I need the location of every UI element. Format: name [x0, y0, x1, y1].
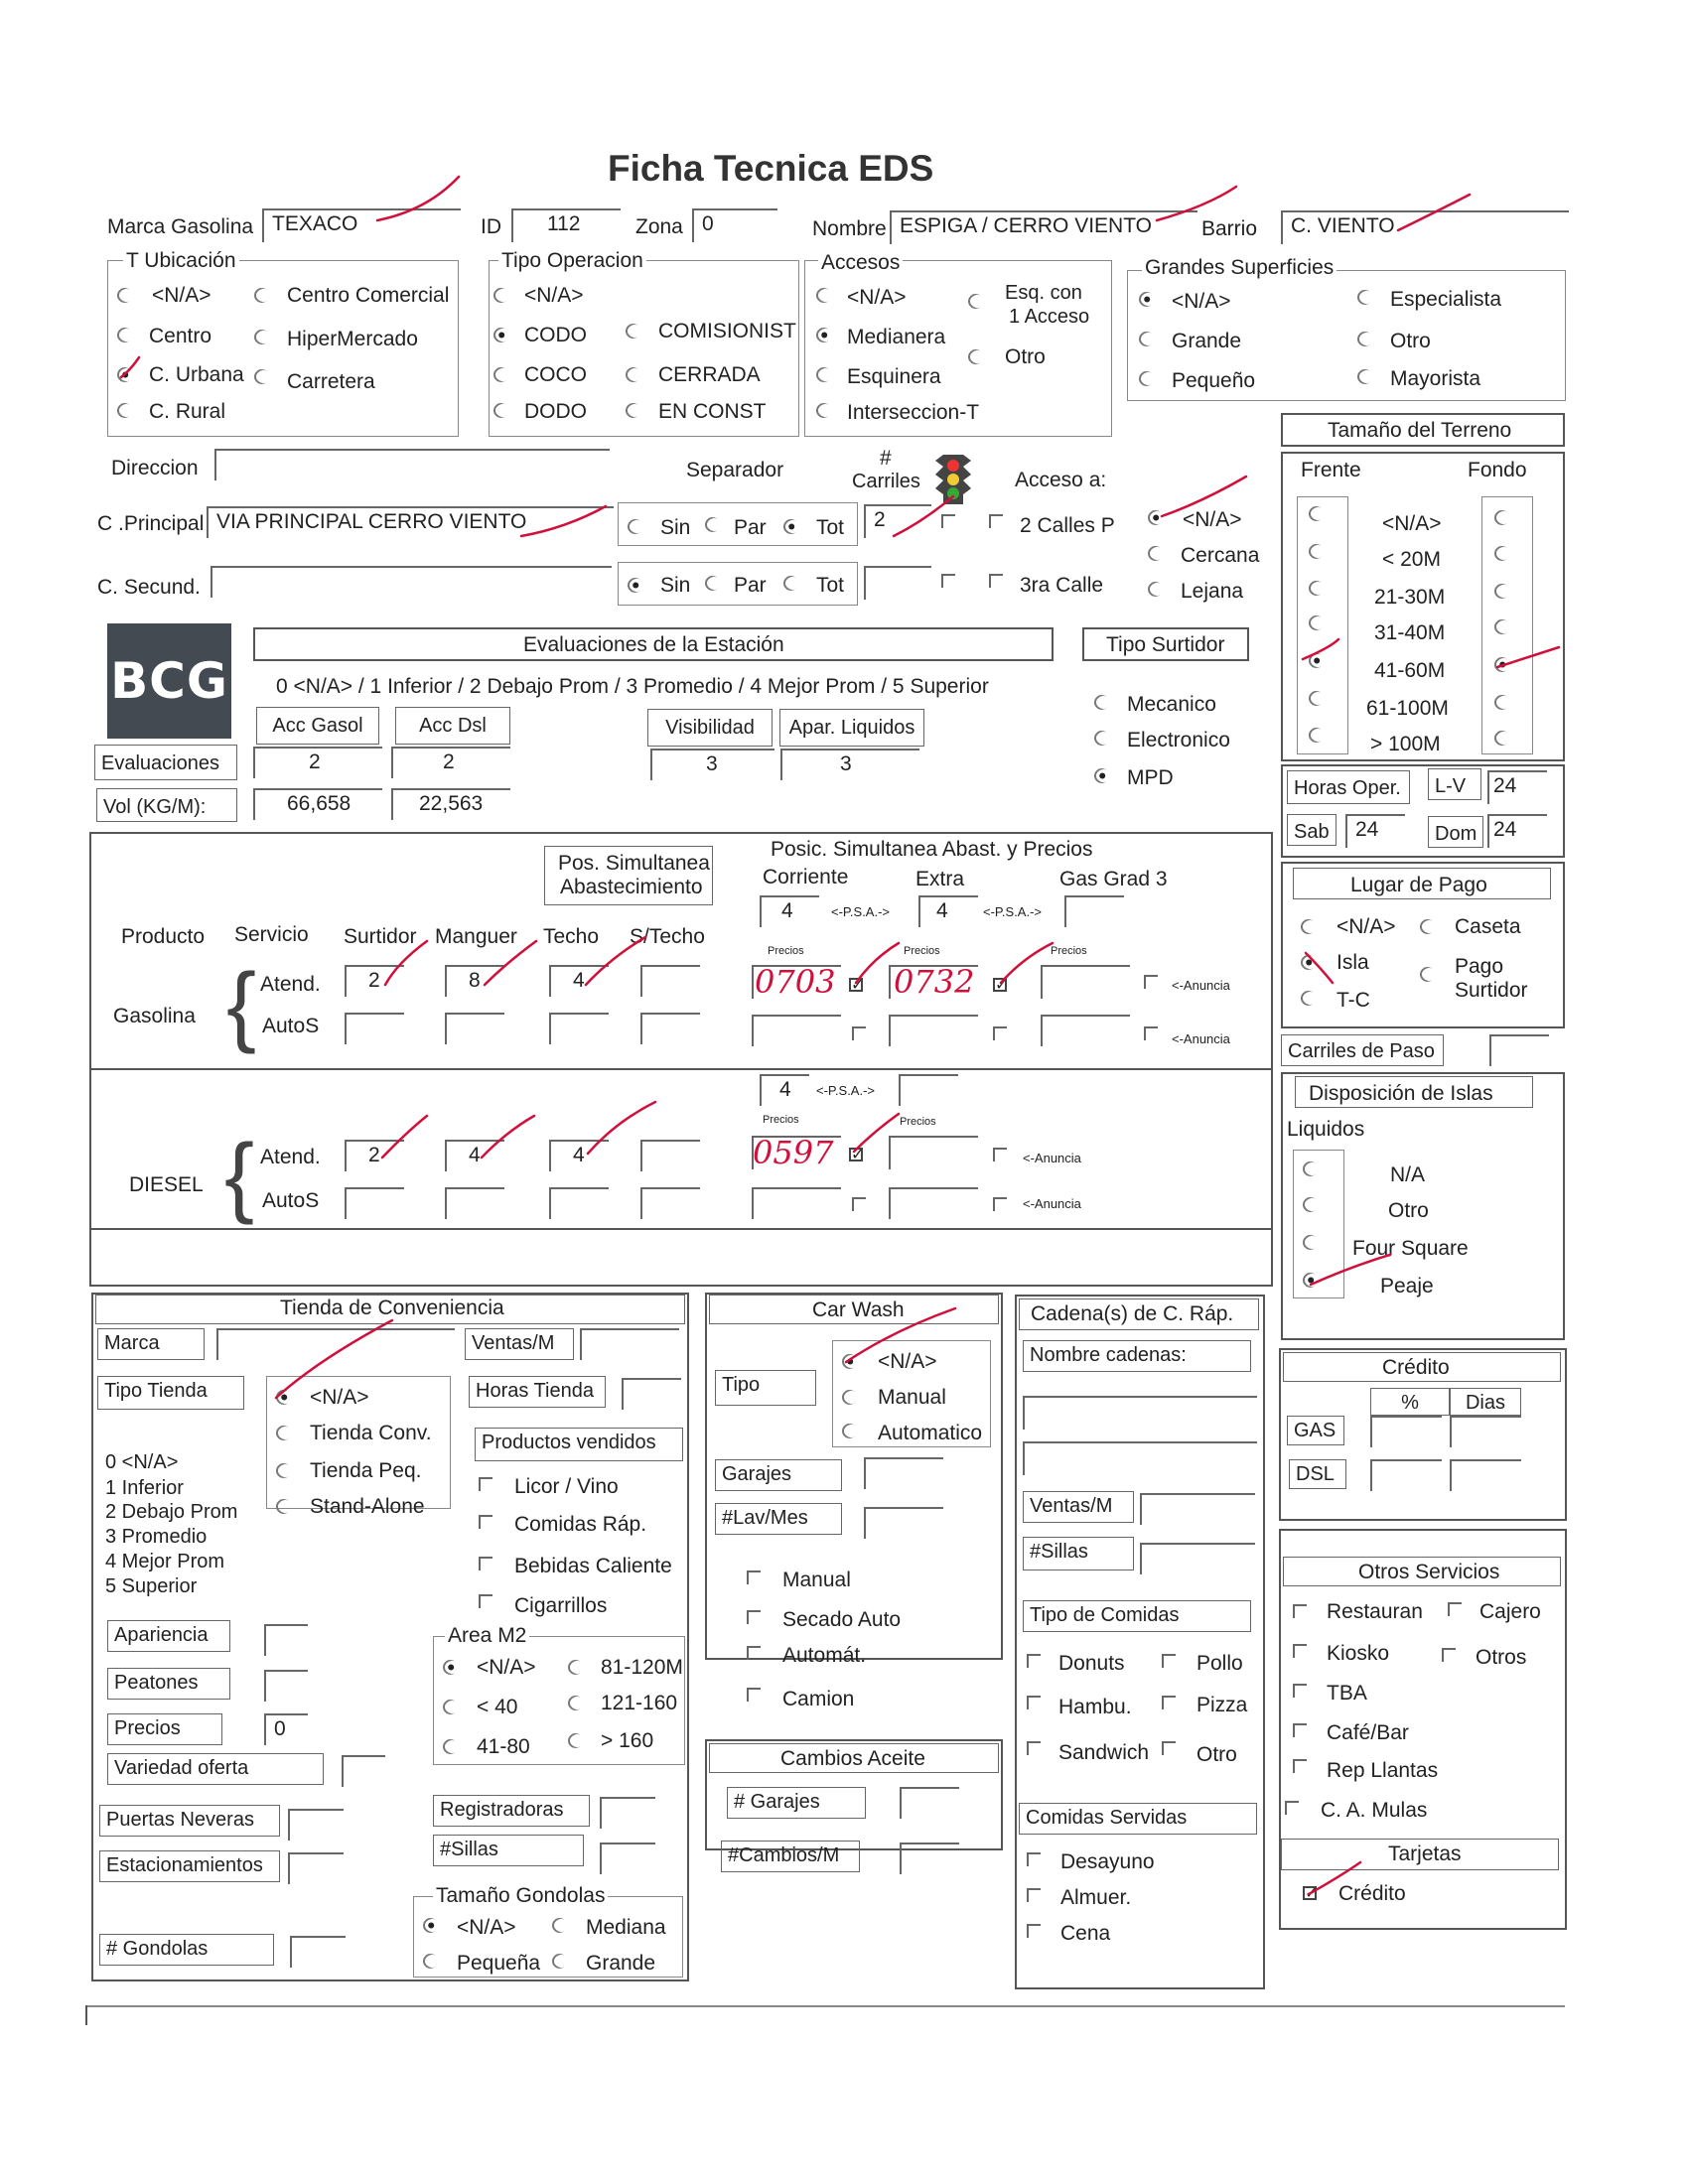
surtidor-mpd-label: MPD — [1127, 766, 1174, 789]
area-121-160-label: 121-160 — [601, 1692, 678, 1714]
puertas-label: Puertas Neveras — [99, 1805, 280, 1837]
nombre-field[interactable]: ESPIGA / CERRO VIENTO — [890, 210, 1197, 244]
tienda-peq-label: Tienda Peq. — [310, 1459, 422, 1482]
apar-eval-field[interactable]: 3 — [780, 749, 919, 780]
cena-label: Cena — [1060, 1922, 1111, 1945]
carwash-automatico-label: Automatico — [878, 1422, 983, 1444]
marca-label: Marca Gasolina — [107, 215, 254, 238]
cadena-sillas-label: #Sillas — [1023, 1537, 1134, 1570]
frente-label: Frente — [1301, 459, 1361, 481]
oper-dodo-label: DODO — [524, 400, 587, 423]
barrio-field[interactable]: C. VIENTO — [1281, 210, 1569, 244]
gs-grande-label: Grande — [1172, 330, 1242, 352]
prod-comidas-label: Comidas Ráp. — [514, 1513, 647, 1536]
diesel-atend-manguer-field[interactable]: 4 — [445, 1140, 504, 1171]
peatones-label: Peatones — [107, 1668, 230, 1700]
precios-label: Precios — [107, 1713, 222, 1745]
corriente-label: Corriente — [763, 866, 849, 888]
gas-anuncia-label-1: <-Anuncia — [1172, 978, 1230, 993]
diesel-atend-surtidor-field[interactable]: 2 — [345, 1140, 404, 1171]
producto-header: Producto — [121, 925, 206, 948]
carriles-label: Carriles — [852, 471, 920, 492]
gas-corriente-psa-field[interactable]: 4 — [760, 895, 819, 927]
ca-mulas-label: C. A. Mulas — [1321, 1799, 1428, 1822]
cw-automat-label: Automát. — [782, 1644, 867, 1667]
acc-interseccion-label: Interseccion-T — [847, 401, 980, 424]
desayuno-label: Desayuno — [1060, 1850, 1155, 1873]
ubic-centro-label: Centro — [149, 325, 212, 347]
tamano-terreno-title: Tamaño del Terreno — [1328, 419, 1512, 442]
gs-na-label: <N/A> — [1172, 290, 1231, 313]
diesel-precios-label-2: Precios — [900, 1116, 936, 1128]
nombre-label: Nombre — [812, 217, 887, 240]
gs-especialista-label: Especialista — [1390, 288, 1502, 311]
credito-title: Crédito — [1382, 1356, 1450, 1379]
gas-grad3-label: Gas Grad 3 — [1059, 868, 1168, 890]
gondola-pequena-label: Pequeña — [457, 1952, 541, 1975]
acc-esq-label: Esq. con — [1005, 282, 1082, 304]
carwash-manual-label: Manual — [878, 1386, 946, 1409]
cadena-title: Cadena(s) de C. Ráp. — [1031, 1302, 1234, 1325]
apariencia-label: Apariencia — [107, 1620, 230, 1652]
carwash-tipo-label: Tipo — [715, 1370, 816, 1406]
extra-label: Extra — [915, 868, 965, 890]
ubic-c-urbana-label: C. Urbana — [149, 363, 244, 386]
gas-precios-label-2: Precios — [904, 945, 940, 957]
separador-label: Separador — [686, 459, 784, 481]
credito-gas-label: GAS — [1287, 1416, 1344, 1445]
acc-esquinera-label: Esquinera — [847, 365, 941, 388]
tienda-ventas-label: Ventas/M — [465, 1328, 574, 1360]
surtidor-header: Surtidor — [344, 925, 417, 948]
accesos-title: Accesos — [818, 251, 903, 274]
s-techo-header: S/Techo — [630, 925, 705, 948]
abastecimiento-label: Abastecimiento — [560, 876, 703, 898]
gas-autos-label: AutoS — [262, 1015, 320, 1037]
id-label: ID — [481, 215, 501, 238]
diesel-atend-techo-field[interactable]: 4 — [549, 1140, 609, 1171]
gs-mayorista-label: Mayorista — [1390, 367, 1481, 390]
restauran-label: Restauran — [1327, 1600, 1423, 1623]
visibilidad-eval-field[interactable]: 3 — [650, 749, 774, 780]
terreno-na-label: <N/A> — [1382, 512, 1442, 535]
gondola-na-label: <N/A> — [457, 1916, 516, 1939]
surtidor-mecanico-label: Mecanico — [1127, 693, 1216, 716]
marca-field[interactable]: TEXACO — [262, 208, 461, 242]
donuts-label: Donuts — [1058, 1652, 1125, 1675]
cajero-label: Cajero — [1479, 1600, 1541, 1623]
disp-na-label: N/A — [1390, 1163, 1426, 1186]
cafe-bar-label: Café/Bar — [1327, 1721, 1409, 1744]
posic-title: Posic. Simultanea Abast. y Precios — [771, 838, 1093, 861]
gas-atend-surtidor-field[interactable]: 2 — [345, 965, 404, 997]
tipo-surtidor-title: Tipo Surtidor — [1106, 633, 1225, 656]
disposicion-subtitle: Liquidos — [1287, 1118, 1365, 1141]
tienda-marca-label: Marca — [97, 1328, 205, 1360]
terreno-20-label: < 20M — [1382, 548, 1441, 571]
tienda-title: Tienda de Conveniencia — [280, 1297, 504, 1319]
zona-field[interactable]: 0 — [692, 208, 777, 242]
disposicion-title: Disposición de Islas — [1309, 1082, 1493, 1105]
oper-comisionist-label: COMISIONIST — [658, 320, 796, 342]
carwash-garajes-label: Garajes — [715, 1459, 842, 1491]
diesel-precio-value: 0597 — [753, 1134, 834, 1171]
oper-en-const-label: EN CONST — [658, 400, 767, 423]
prod-licor-label: Licor / Vino — [514, 1475, 619, 1498]
gs-pequeno-label: Pequeño — [1172, 369, 1256, 392]
ubic-na-label: <N/A> — [152, 284, 211, 307]
ubic-c-rural-label: C. Rural — [149, 400, 226, 423]
calles-p-label: 2 Calles P — [1020, 514, 1115, 537]
cambios-mes-label: #Cambios/M — [721, 1841, 860, 1872]
scale-3: 3 Promedio — [105, 1526, 208, 1548]
gasolina-label: Gasolina — [113, 1005, 196, 1027]
fondo-label: Fondo — [1468, 459, 1527, 481]
gas-extra-psa-field[interactable]: 4 — [918, 895, 978, 927]
apar-liquidos-label: Apar. Liquidos — [779, 709, 924, 747]
gas-extra-anuncia-check[interactable]: ✓ — [995, 977, 1009, 994]
area-41-80-label: 41-80 — [477, 1735, 530, 1758]
pos-simultanea-label: Pos. Simultanea — [558, 852, 710, 875]
prod-bebidas-label: Bebidas Caliente — [514, 1555, 672, 1577]
visibilidad-label: Visibilidad — [647, 709, 773, 747]
registradoras-label: Registradoras — [433, 1795, 590, 1827]
sep-p-tot-label: Tot — [816, 516, 845, 539]
otros-servicios-title: Otros Servicios — [1358, 1561, 1500, 1583]
tienda-sillas-label: #Sillas — [433, 1835, 584, 1866]
productos-vendidos-label: Productos vendidos — [475, 1428, 683, 1461]
terreno-31-40-label: 31-40M — [1374, 621, 1446, 644]
carriles-paso-label: Carriles de Paso — [1281, 1034, 1444, 1066]
diesel-anuncia-label-1: <-Anuncia — [1023, 1151, 1081, 1165]
surtidor-electronico-label: Electronico — [1127, 729, 1230, 751]
sep-p-sin-label: Sin — [660, 516, 691, 539]
scale-0: 0 <N/A> — [105, 1451, 179, 1473]
diesel-label: DIESEL — [129, 1173, 204, 1196]
diesel-anuncia-label-2: <-Anuncia — [1023, 1196, 1081, 1211]
evaluaciones-row-label: Evaluaciones — [94, 745, 237, 780]
cw-manual-label: Manual — [782, 1569, 851, 1591]
area-81-120-label: 81-120M — [601, 1656, 683, 1679]
evaluaciones-title: Evaluaciones de la Estación — [523, 633, 784, 656]
horas-dom-label: Dom — [1428, 816, 1483, 848]
acc-otro-label: Otro — [1005, 345, 1046, 368]
acc-medianera-label: Medianera — [847, 326, 946, 348]
tarjeta-credito-label: Crédito — [1338, 1882, 1406, 1905]
tipo-tienda-label: Tipo Tienda — [97, 1376, 244, 1410]
horas-sab-field[interactable]: 24 — [1345, 814, 1405, 848]
t-ubicacion-title: T Ubicación — [123, 249, 239, 272]
num-gondolas-label: # Gondolas — [99, 1934, 274, 1966]
terreno-21-30-label: 21-30M — [1374, 586, 1446, 609]
area-title: Area M2 — [445, 1624, 529, 1647]
kiosko-label: Kiosko — [1327, 1642, 1390, 1665]
acc-dsl-eval-field[interactable]: 2 — [391, 747, 510, 778]
lugar-pago-title: Lugar de Pago — [1350, 874, 1487, 896]
tarjeta-credito-check[interactable]: ✓ — [1305, 1885, 1319, 1902]
sep-p-par-label: Par — [734, 516, 767, 539]
gas-corriente-anuncia-check[interactable]: ✓ — [851, 977, 865, 994]
gas-atend-techo-field[interactable]: 4 — [549, 965, 609, 997]
direccion-label: Direccion — [111, 457, 199, 479]
disp-peaje-label: Peaje — [1380, 1275, 1434, 1297]
c-principal-label: C .Principal — [97, 512, 205, 535]
gasolina-brace: { — [226, 956, 257, 1055]
horas-lv-label: L-V — [1428, 768, 1481, 800]
c-principal-field[interactable]: VIA PRINCIPAL CERRO VIENTO — [207, 506, 614, 538]
sep-s-sin-label: Sin — [660, 574, 691, 597]
horas-tienda-label: Horas Tienda — [469, 1376, 606, 1408]
cadena-ventas-label: Ventas/M — [1023, 1491, 1134, 1523]
acceso-lejana-label: Lejana — [1181, 580, 1244, 603]
credito-dias-label: Dias — [1450, 1388, 1521, 1416]
diesel-autos-label: AutoS — [262, 1189, 320, 1212]
vol-row-label: Vol (KG/M): — [96, 788, 237, 822]
gondola-grande-label: Grande — [586, 1952, 656, 1975]
prod-cigarrillos-label: Cigarrillos — [514, 1594, 608, 1617]
cw-secado-label: Secado Auto — [782, 1608, 902, 1631]
pago-surtidor-label-1: Pago — [1455, 955, 1504, 978]
diesel-psa-field[interactable]: 4 — [760, 1074, 809, 1106]
diesel-anuncia-check[interactable]: ✓ — [851, 1147, 865, 1163]
id-field[interactable]: 112 — [511, 208, 621, 242]
cambios-aceite-title: Cambios Aceite — [780, 1747, 925, 1770]
cw-camion-label: Camion — [782, 1688, 855, 1710]
tba-label: TBA — [1327, 1682, 1367, 1705]
scale-5: 5 Superior — [105, 1575, 198, 1597]
tipo-operacion-title: Tipo Operacion — [498, 249, 646, 272]
rep-llantas-label: Rep Llantas — [1327, 1759, 1439, 1782]
page-title: Ficha Tecnica EDS — [608, 148, 934, 189]
gs-otro-label: Otro — [1390, 330, 1431, 352]
gas-precio-corriente-value: 0703 — [755, 963, 836, 1001]
nombre-cadenas-label: Nombre cadenas: — [1023, 1340, 1251, 1372]
gas-precios-label-3: Precios — [1051, 945, 1087, 957]
tienda-stand-label: Stand-Alone — [310, 1495, 425, 1518]
aceite-garajes-label: # Garajes — [727, 1787, 866, 1819]
tarjetas-title: Tarjetas — [1388, 1843, 1462, 1865]
carwash-title: Car Wash — [812, 1298, 905, 1321]
pago-surtidor-label-2: Surtidor — [1455, 979, 1528, 1002]
gondola-mediana-label: Mediana — [586, 1916, 666, 1939]
comidas-servidas-label: Comidas Servidas — [1019, 1803, 1257, 1835]
credito-pct-label: % — [1370, 1388, 1450, 1416]
diesel-psa-arrow: <-P.S.A.-> — [816, 1083, 876, 1098]
psa-arrow-2: <-P.S.A.-> — [983, 904, 1043, 919]
ubic-centro-comercial-label: Centro Comercial — [287, 284, 450, 307]
terreno-100-label: > 100M — [1370, 733, 1441, 755]
scale-2: 2 Debajo Prom — [105, 1501, 238, 1523]
carriles-principal-field[interactable]: 2 — [864, 504, 931, 538]
terreno-61-100-label: 61-100M — [1366, 697, 1449, 720]
carriles-hash: # — [880, 447, 892, 470]
area-na-label: <N/A> — [477, 1656, 536, 1679]
acc-gasol-label: Acc Gasol — [256, 707, 379, 745]
sandwich-label: Sandwich — [1058, 1741, 1150, 1764]
ubic-carretera-label: Carretera — [287, 370, 375, 393]
acceso-cercana-label: Cercana — [1181, 544, 1260, 567]
hambu-label: Hambu. — [1058, 1696, 1132, 1718]
acceso-a-label: Acceso a: — [1015, 469, 1107, 491]
acc-1acceso-label: 1 Acceso — [1009, 306, 1090, 328]
horas-oper-label: Horas Oper. — [1287, 770, 1410, 804]
diesel-atend-label: Atend. — [260, 1146, 321, 1168]
diesel-precios-label-1: Precios — [763, 1114, 799, 1126]
pizza-label: Pizza — [1196, 1694, 1248, 1716]
grandes-superficies-title: Grandes Superficies — [1142, 256, 1336, 279]
zona-label: Zona — [635, 215, 683, 238]
acc-gasol-eval-field[interactable]: 2 — [253, 747, 382, 778]
scale-4: 4 Mejor Prom — [105, 1551, 225, 1572]
otro-comida-label: Otro — [1196, 1743, 1237, 1766]
oper-cerrada-label: CERRADA — [658, 363, 761, 386]
pollo-label: Pollo — [1196, 1652, 1243, 1675]
terreno-41-60-label: 41-60M — [1374, 659, 1446, 682]
sep-s-tot-label: Tot — [816, 574, 845, 597]
gas-precio-extra-value: 0732 — [894, 963, 975, 1001]
disp-four-square-label: Four Square — [1352, 1237, 1469, 1260]
servicio-header: Servicio — [234, 923, 309, 946]
almuer-label: Almuer. — [1060, 1886, 1132, 1909]
barrio-label: Barrio — [1201, 217, 1258, 240]
acceso-na-label: <N/A> — [1183, 508, 1242, 531]
diesel-brace: { — [224, 1127, 255, 1226]
precios-field[interactable]: 0 — [264, 1713, 308, 1745]
tienda-conv-label: Tienda Conv. — [310, 1422, 432, 1444]
pago-tc-label: T-C — [1336, 989, 1370, 1012]
evaluaciones-scale: 0 <N/A> / 1 Inferior / 2 Debajo Prom / 3 Promedio / 4 Mejor Prom / 5 Superior — [276, 675, 989, 698]
vol-gasol-field[interactable]: 66,658 — [253, 788, 382, 820]
area-40-label: < 40 — [477, 1696, 518, 1718]
lav-mes-label: #Lav/Mes — [715, 1503, 842, 1535]
tienda-na-label: <N/A> — [310, 1386, 369, 1409]
pago-isla-label: Isla — [1336, 951, 1369, 974]
acc-dsl-label: Acc Dsl — [395, 707, 510, 745]
ubic-hipermercado-label: HiperMercado — [287, 328, 418, 350]
oper-na-label: <N/A> — [524, 284, 584, 307]
techo-header: Techo — [543, 925, 600, 948]
gas-atend-manguer-field[interactable]: 8 — [445, 965, 504, 997]
psa-arrow-1: <-P.S.A.-> — [831, 904, 891, 919]
horas-sab-label: Sab — [1287, 814, 1336, 846]
sep-s-par-label: Par — [734, 574, 767, 597]
tamano-gondolas-title: Tamaño Gondolas — [433, 1884, 608, 1907]
oper-coco-label: COCO — [524, 363, 587, 386]
gas-atend-label: Atend. — [260, 973, 321, 996]
pago-caseta-label: Caseta — [1455, 915, 1521, 938]
gas-precios-label-1: Precios — [768, 945, 804, 957]
horas-dom-field[interactable]: 24 — [1487, 814, 1547, 848]
horas-lv-field[interactable]: 24 — [1487, 770, 1547, 804]
acc-na-label: <N/A> — [847, 286, 907, 309]
variedad-label: Variedad oferta — [107, 1753, 324, 1785]
vol-dsl-field[interactable]: 22,563 — [391, 788, 510, 820]
area-160-label: > 160 — [601, 1729, 654, 1752]
otros-serv-label: Otros — [1476, 1646, 1527, 1669]
oper-codo-label: CODO — [524, 324, 587, 346]
estacionamientos-label: Estacionamientos — [99, 1850, 280, 1882]
tipo-comidas-label: Tipo de Comidas — [1023, 1600, 1251, 1632]
pago-na-label: <N/A> — [1336, 915, 1396, 938]
c-secund-label: C. Secund. — [97, 576, 201, 599]
carwash-na-label: <N/A> — [878, 1350, 937, 1373]
gas-anuncia-label-2: <-Anuncia — [1172, 1031, 1230, 1046]
disp-otro-label: Otro — [1388, 1199, 1429, 1222]
credito-dsl-label: DSL — [1289, 1459, 1346, 1489]
tercera-calle-label: 3ra Calle — [1020, 574, 1104, 597]
manguer-header: Manguer — [435, 925, 517, 948]
scale-1: 1 Inferior — [105, 1477, 184, 1499]
bcg-logo: BCG — [107, 623, 231, 739]
